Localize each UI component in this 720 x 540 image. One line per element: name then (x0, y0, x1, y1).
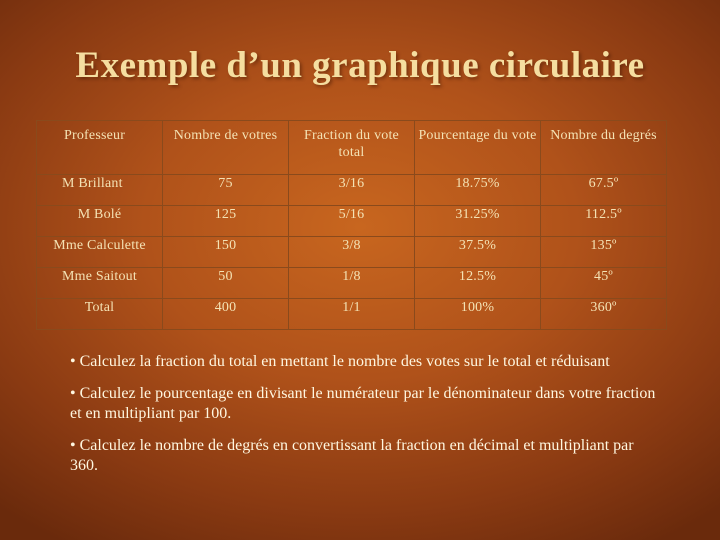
cell-professeur: M Bolé (37, 206, 163, 237)
header-degres: Nombre du degrés (541, 121, 667, 175)
note-degres: • Calculez le nombre de degrés en convertissant la fraction en décimal et multipliant par 360. (70, 437, 634, 474)
note-fraction: • Calculez la fraction du total en mettant le nombre des votes sur le total et réduisant (70, 353, 610, 370)
header-professeur: Professeur (37, 121, 163, 175)
cell-pourcentage: 37.5% (415, 237, 541, 268)
table-row (37, 268, 667, 299)
cell-fraction: 1/1 (289, 299, 415, 330)
cell-votes: 75 (163, 175, 289, 206)
cell-professeur: Total (37, 299, 163, 330)
cell-fraction: 3/16 (289, 175, 415, 206)
table-row (37, 206, 667, 237)
cell-pourcentage: 31.25% (415, 206, 541, 237)
cell-pourcentage: 100% (415, 299, 541, 330)
cell-pourcentage: 12.5% (415, 268, 541, 299)
cell-fraction: 1/8 (289, 268, 415, 299)
header-nombre-votes: Nombre de votres (163, 121, 289, 175)
cell-professeur: Mme Saitout (37, 268, 163, 299)
cell-professeur: M Brillant (37, 175, 163, 206)
cell-professeur: Mme Calculette (37, 237, 163, 268)
table-row (37, 237, 667, 268)
cell-degres: 112.5º (541, 206, 667, 237)
cell-degres: 135º (541, 237, 667, 268)
table-row-total (37, 299, 667, 330)
cell-fraction: 5/16 (289, 206, 415, 237)
slide-title: Exemple d’un graphique circulaire (75, 45, 645, 86)
cell-degres: 45º (541, 268, 667, 299)
header-fraction: Fraction du vote total (289, 121, 415, 175)
cell-pourcentage: 18.75% (415, 175, 541, 206)
cell-degres: 360º (541, 299, 667, 330)
note-pourcentage: • Calculez le pourcentage en divisant le numérateur par le dénominateur dans votre fraction et en multipliant par 100. (70, 385, 656, 422)
cell-votes: 400 (163, 299, 289, 330)
notes-list (70, 352, 660, 488)
cell-votes: 50 (163, 268, 289, 299)
vote-table (36, 120, 667, 330)
table-row (37, 175, 667, 206)
header-pourcentage: Pourcentage du vote (415, 121, 541, 175)
table-header-row (37, 121, 667, 175)
cell-votes: 125 (163, 206, 289, 237)
cell-degres: 67.5º (541, 175, 667, 206)
cell-fraction: 3/8 (289, 237, 415, 268)
cell-votes: 150 (163, 237, 289, 268)
